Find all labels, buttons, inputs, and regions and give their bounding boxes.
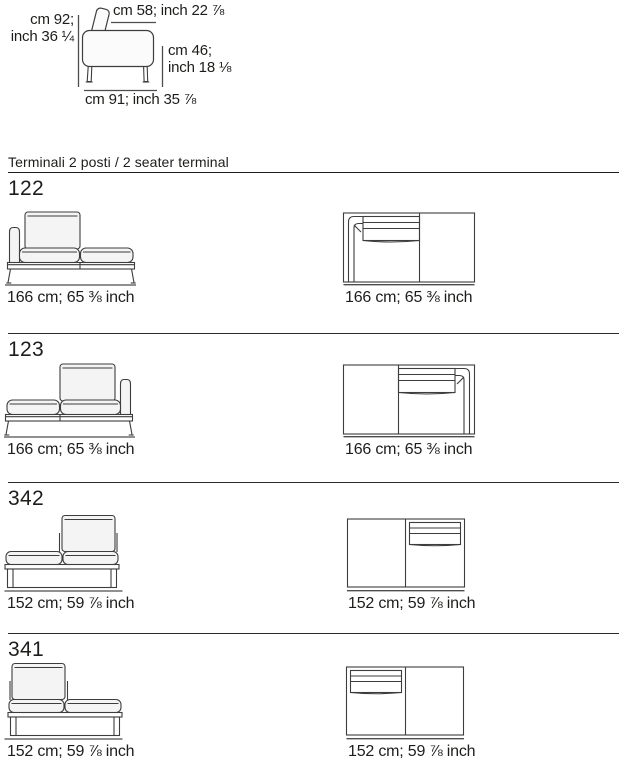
row-divider xyxy=(8,333,619,334)
model-code: 123 xyxy=(8,338,44,361)
front-dimension-label: 166 cm; 65 ⅜ inch xyxy=(7,441,135,458)
front-dimension-label: 152 cm; 59 ⅞ inch xyxy=(7,595,135,612)
model-code: 122 xyxy=(8,177,44,200)
spec-seat-line2: inch 18 ⅛ xyxy=(168,59,232,76)
front-view-342 xyxy=(2,512,134,613)
sofa-front-drawing xyxy=(2,512,125,592)
sofa-top-drawing xyxy=(344,660,467,740)
front-dimension-label: 166 cm; 65 ⅜ inch xyxy=(7,289,135,306)
sofa-front-drawing xyxy=(2,358,138,438)
section-title: Terminali 2 posti / 2 seater terminal xyxy=(8,154,229,170)
front-view-123 xyxy=(2,358,138,459)
top-view-342 xyxy=(344,512,475,613)
top-dimension-label: 152 cm; 59 ⅞ inch xyxy=(348,595,476,612)
model-code: 342 xyxy=(8,487,44,510)
top-dimension-label: 166 cm; 65 ⅜ inch xyxy=(345,289,473,306)
spec-seat-height-label xyxy=(168,42,231,76)
top-view-122 xyxy=(341,206,477,307)
spec-height-line2: inch 36 ¼ xyxy=(10,28,74,45)
spec-height-line1: cm 92; xyxy=(30,11,74,28)
spec-seat-line1: cm 46; xyxy=(168,42,212,59)
row-divider xyxy=(8,633,619,634)
model-code: 341 xyxy=(8,638,44,661)
section-divider xyxy=(8,172,619,173)
sofa-top-drawing xyxy=(341,358,477,438)
spec-height-label xyxy=(10,11,74,45)
top-view-123 xyxy=(341,358,477,459)
spec-depth-label: cm 91; inch 35 ⅞ xyxy=(85,91,197,108)
front-view-122 xyxy=(2,206,138,307)
front-dimension-label: 152 cm; 59 ⅞ inch xyxy=(7,743,135,760)
top-dimension-label: 166 cm; 65 ⅜ inch xyxy=(345,441,473,458)
sofa-front-drawing xyxy=(2,660,125,740)
top-view-341 xyxy=(344,660,475,761)
front-view-341 xyxy=(2,660,134,761)
spec-width-label: cm 58; inch 22 ⅞ xyxy=(113,2,225,19)
sofa-top-drawing xyxy=(344,512,467,592)
top-dimension-label: 152 cm; 59 ⅞ inch xyxy=(348,743,476,760)
row-divider xyxy=(8,482,619,483)
sofa-front-drawing xyxy=(2,206,138,286)
sofa-top-drawing xyxy=(341,206,477,286)
